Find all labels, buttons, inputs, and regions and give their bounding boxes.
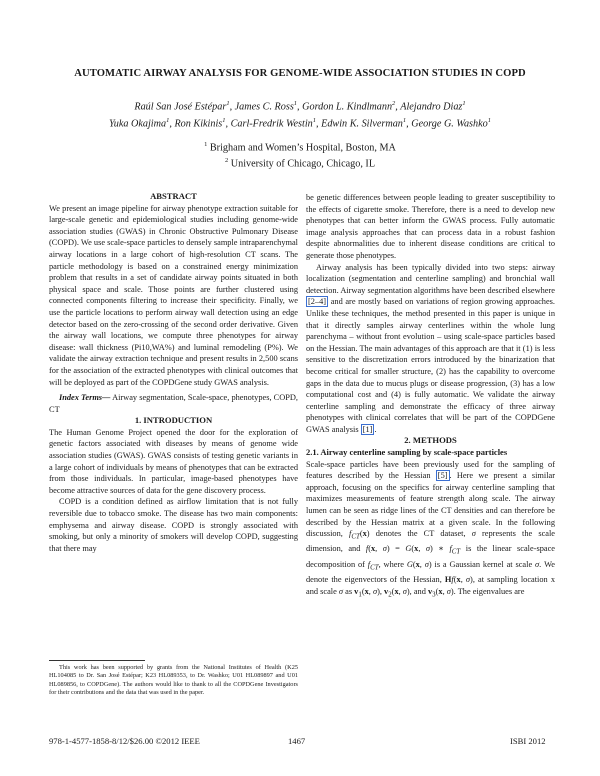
citation-link[interactable]: [2–4] [308,297,327,307]
affiliation: $^1$ Brigham and Women’s Hospital, Boston, MA [204,141,396,154]
author: Raúl San José Estépar [134,101,227,113]
right-column [306,192,555,601]
affiliation: $^2$ University of Chicago, Chicago, IL [224,157,376,170]
intro-paragraph: The Human Genome Project opened the door for the exploration of genetic factors associated with diseases by means of genome wide association studies (GWAS). GWAS consists of testing genetic variants in a large cohort of individuals by means of phenotypes that can be extracted from those individuals. In particular, image-based phenotypes have become attractive sources of data for the gene discovery process. [49,427,298,495]
author-list [40,97,560,132]
paper-title: AUTOMATIC AIRWAY ANALYSIS FOR GENOME-WIDE ASSOCIATION STUDIES IN COPD [74,68,526,79]
abstract-text: We present an image pipeline for airway phenotype extraction suitable for large-scale genetic and epidemiological studies including genome-wide association studies (GWAS) in Chronic Obstructive Pulmonary Disease (COPD). We use scale-space particles to densely sample intraparenchymal airway locations in a large cohort of high-resolution CT scans. The particle methodology is based on a constrained energy minimization problem that results in a set of candidate airway points situated in both physical space and scale. Those points are further clustered using connected components filtering to increase their specificity. Finally, we use the particle locations to perform airway wall detection using an edge detector based on the zero-crossing of the second order derivative. Given the airway wall locations, we compute three phenotypes for airway disease: wall thickness (Pi10,WA%) and luminal remodeling (P%). We validate the airway extraction technique and present results in 2,500 scans for the association of the extracted phenotypes with clinical outcomes that will be deployed as part of the COPDGene study GWAS analysis. [49,203,298,387]
affil-mark: 1 [222,117,226,125]
footer-isbn: 978-1-4577-1858-8/12/$26.00 ©2012 IEEE [49,736,200,746]
footnote: This work has been supported by grants from the National Institutes of Health (K25 HL104085 to Dr. San José Estépar; K23 HL089353, to Dr. Washko; U01 HL089897 and U01 HL089856, to COPDGene). The authors would like to thank to all the COPDGene Investigators for their contributions and the data that was used in the paper. [49,664,298,696]
footer-venue: ISBI 2012 [510,736,546,746]
author-line-1: Raúl San José Estépar$^1$, James C. Ross$^1$, Gordon L. Kindlmann$^2$, Alejandro Diaz$^1$ [134,100,466,113]
author: Alejandro Diaz [400,101,463,113]
citation-link[interactable]: [5] [437,471,448,481]
abstract-heading: ABSTRACT [150,191,197,201]
author: Edwin K. Silverman [321,118,403,130]
author: George G. Washko [411,118,488,130]
methods-heading: 2. METHODS [404,435,457,446]
footer-page-number: 1467 [288,736,306,746]
affil-mark: 1 [226,100,230,107]
author: Yuka Okajima [109,118,167,130]
affiliations [40,138,560,171]
index-terms: Index Terms— Airway segmentation, Scale-space, phenotypes, COPD, CT [49,393,298,414]
affil-mark: 2 [392,100,396,107]
affil-mark: 1 [402,117,407,125]
author: Ron Kikinis [174,118,223,130]
affil-mark: 1 [166,117,170,125]
intro-paragraph: COPD is a condition defined as airflow limitation that is not fully reversible due to tobacco smoke. The disease has two main components: emphysema and airway disease. COPD is strongly associated with smoking, but only a minority of smokers will develop COPD, suggesting that there may [49,497,298,553]
affil-mark: 1 [293,100,298,107]
intro-heading: 1. INTRODUCTION [134,415,213,426]
subsection-heading: 2.1. Airway centerline sampling by scale-space particles [306,447,508,458]
citation-link[interactable]: [1] [362,424,373,434]
author: James C. Ross [234,101,294,113]
author: Gordon L. Kindlmann [302,101,393,113]
affil-mark: 1 [487,117,491,125]
affil-mark: 1 [312,117,317,125]
intro-paragraph: be genetic differences between people leading to greater susceptibility to the effects of cigarette smoke. Therefore, there is a need to develop new phenotypes that can better inform the GWAS process. Fully automatic image analysis approaches that can process data in a robust fashion despite abnormalities due to inherent disease conditions are critical to generate those phenotypes. [306,193,555,260]
footnote-rule [49,660,145,661]
intro-paragraph: Airway analysis has been typically divided into two steps: airway localization (segmentation and centerline sampling) and bronchial wall detection. Airway segmentation algorithms have been described elsewhere [2–4] and are mostly based on variations of region growing approaches. Unlike these techniques, the method presented in this paper is unique in that it directly samples airway centerlines within the whole lung parenchyma – without front evolution – using scale-space particles based on the Hessian. The main advantages of this approach are that it (1) is less sensitive to the discretization errors introduced by the binarization that become critical for smaller structure, (2) has the capability to overcome gaps in the data due to mucus plugs or disease progression, (3) has a low computational cost and (4) is fully automatic. We validate the airway centerline sampling and demonstrate the efficacy of three airway phenotypes with clinical correlates that will be part of the COPDGene GWAS analysis [1] . [306,262,555,434]
author-line-2: Yuka Okajima$^1$, Ron Kikinis$^1$, Carl-Fredrik Westin$^1$, Edwin K. Silverman$^1$, George G. Washko$^1$ [109,117,491,130]
left-column [49,191,298,554]
author: Carl-Fredrik Westin [230,118,313,130]
methods-paragraph: Scale-space particles have been previously used for the sampling of features described by the Hessian [5] . Here we present a similar approach, focusing on the specifics for airway centerline sampling that maximizes measurements of feature strength along scale. The airway lumen can be seen as ridge lines of the CT densities and can therefore be described by the Hessian matrix at a given scale. In the following discussion, $f_{CT}(x)$ denotes the CT dataset, σ represents the scale dimension, and f(x, σ) = G(x, σ) ∗ $f_{CT}$ is the linear scale-space decomposition of $f_{CT}$, where G(x, σ) is a Gaussian kernel at scale σ. We denote the eigenvectors of the Hessian, Hf(x, σ), at sampling location x and scale σ as $v_1(x$, σ), $v_2(x$, σ), and $v_3(x$, σ). The eigenvalues are [306,459,556,599]
affil-mark: 1 [462,100,466,107]
